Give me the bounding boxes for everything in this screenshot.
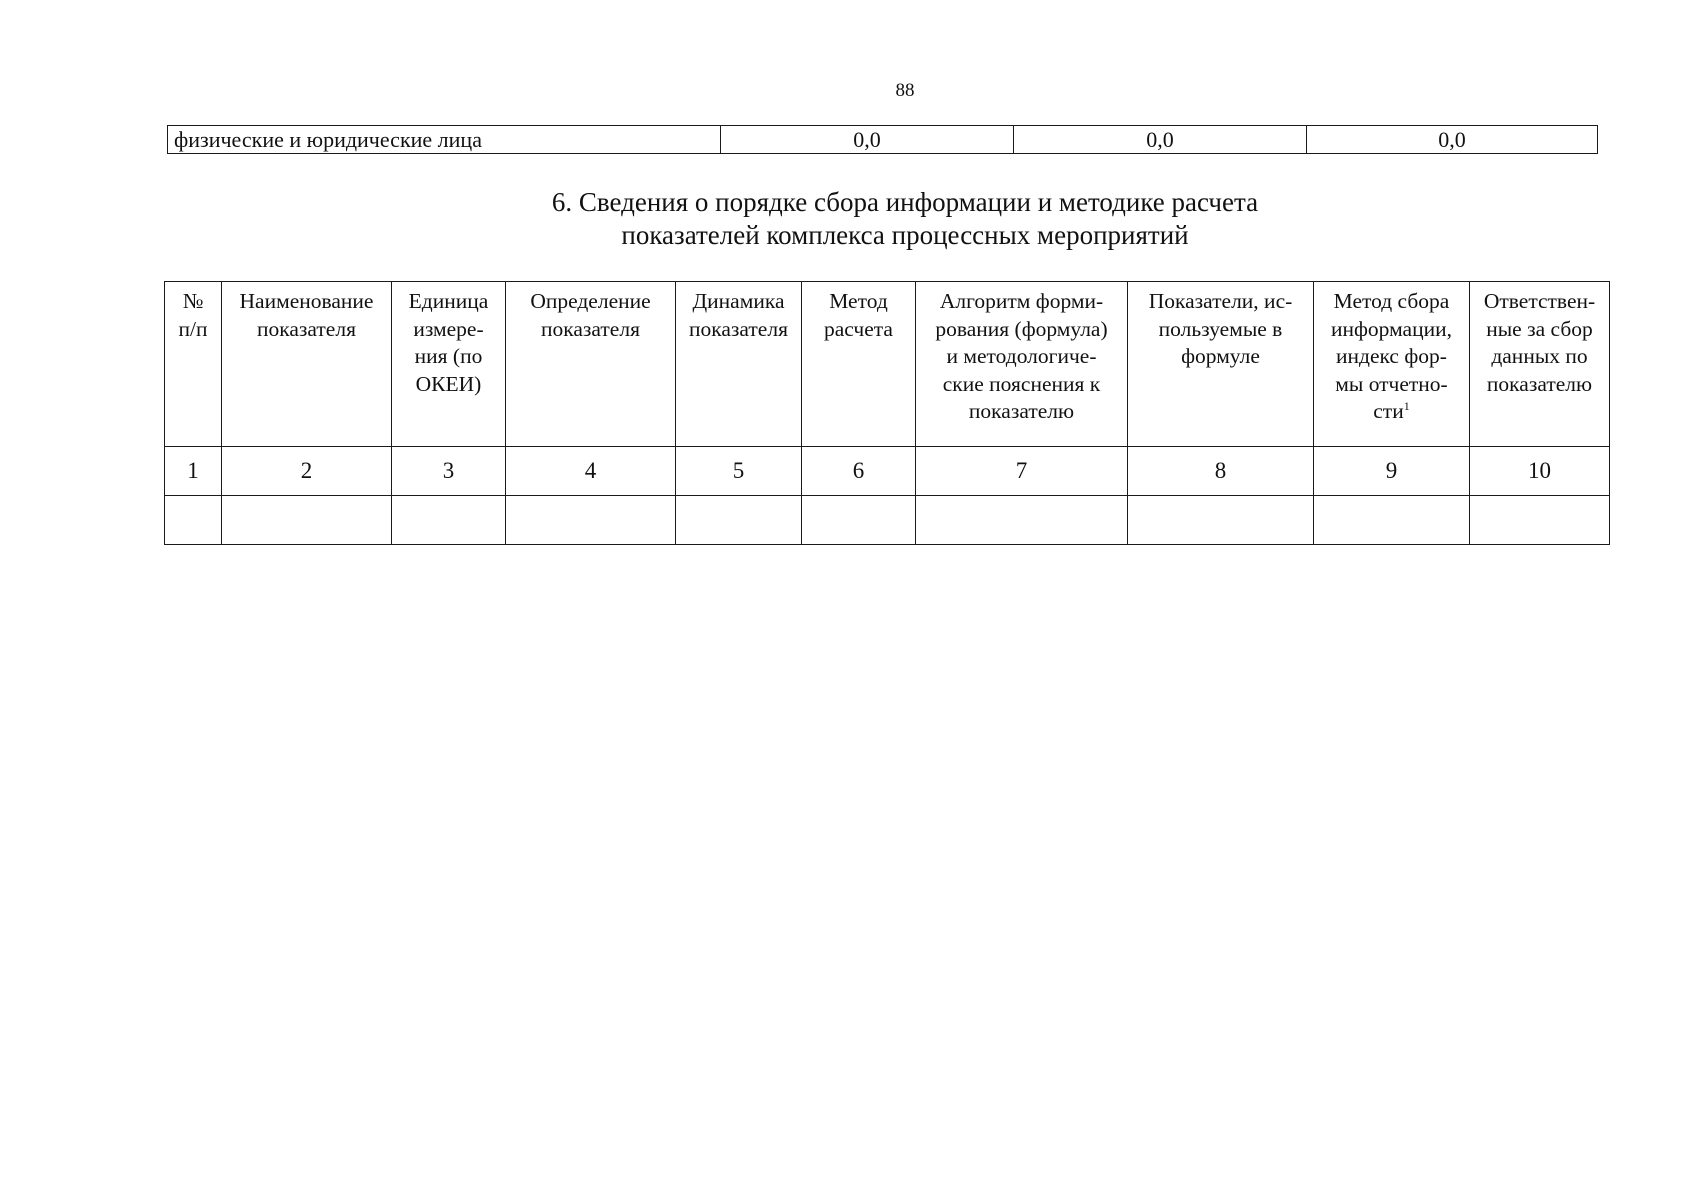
header-unit: Единица измере- ния (по ОКЕИ) xyxy=(392,282,506,447)
empty-cell xyxy=(1128,496,1314,545)
column-number: 3 xyxy=(392,447,506,496)
column-number: 9 xyxy=(1314,447,1470,496)
header-row xyxy=(165,282,1610,447)
column-number: 6 xyxy=(802,447,916,496)
empty-row xyxy=(165,496,1610,545)
empty-cell xyxy=(916,496,1128,545)
empty-cell xyxy=(165,496,222,545)
header-algorithm: Алгоритм форми- рования (формула) и методологиче- ские пояснения к показателю xyxy=(916,282,1128,447)
empty-cell xyxy=(1314,496,1470,545)
column-number: 1 xyxy=(165,447,222,496)
column-number: 10 xyxy=(1470,447,1610,496)
footnote-marker: 1 xyxy=(1403,398,1410,413)
value-cell: 0,0 xyxy=(721,126,1014,154)
value-cell: 0,0 xyxy=(1014,126,1307,154)
header-calc-method: Метод расчета xyxy=(802,282,916,447)
section-title-line: 6. Сведения о порядке сбора информации и методике расчета xyxy=(551,187,1259,217)
header-number: № п/п xyxy=(165,282,222,447)
header-indicator-name: Наименование показателя xyxy=(222,282,392,447)
empty-cell xyxy=(676,496,802,545)
empty-cell xyxy=(802,496,916,545)
row-label: физические и юридические лица xyxy=(168,126,721,154)
column-number: 8 xyxy=(1128,447,1314,496)
empty-cell xyxy=(392,496,506,545)
empty-cell xyxy=(1470,496,1610,545)
indicators-table xyxy=(164,281,1610,545)
page-number: 88 xyxy=(895,80,915,101)
header-responsible: Ответствен- ные за сбор данных по показателю xyxy=(1470,282,1610,447)
column-number: 4 xyxy=(506,447,676,496)
header-dynamics: Динамика показателя xyxy=(676,282,802,447)
section-title-line: показателей комплекса процессных мероприятий xyxy=(621,220,1189,250)
carryover-table xyxy=(167,125,1598,154)
table-row xyxy=(168,126,1598,154)
column-number: 2 xyxy=(222,447,392,496)
value-cell: 0,0 xyxy=(1307,126,1598,154)
column-number: 7 xyxy=(916,447,1128,496)
empty-cell xyxy=(506,496,676,545)
header-definition: Определение показателя xyxy=(506,282,676,447)
section-title xyxy=(500,186,1310,252)
empty-cell xyxy=(222,496,392,545)
column-number: 5 xyxy=(676,447,802,496)
column-number-row xyxy=(165,447,1610,496)
header-collection-method: Метод сбора информации, индекс фор- мы отчетно- сти$^1$ xyxy=(1314,282,1470,447)
header-formula-indicators: Показатели, ис- пользуемые в формуле xyxy=(1128,282,1314,447)
